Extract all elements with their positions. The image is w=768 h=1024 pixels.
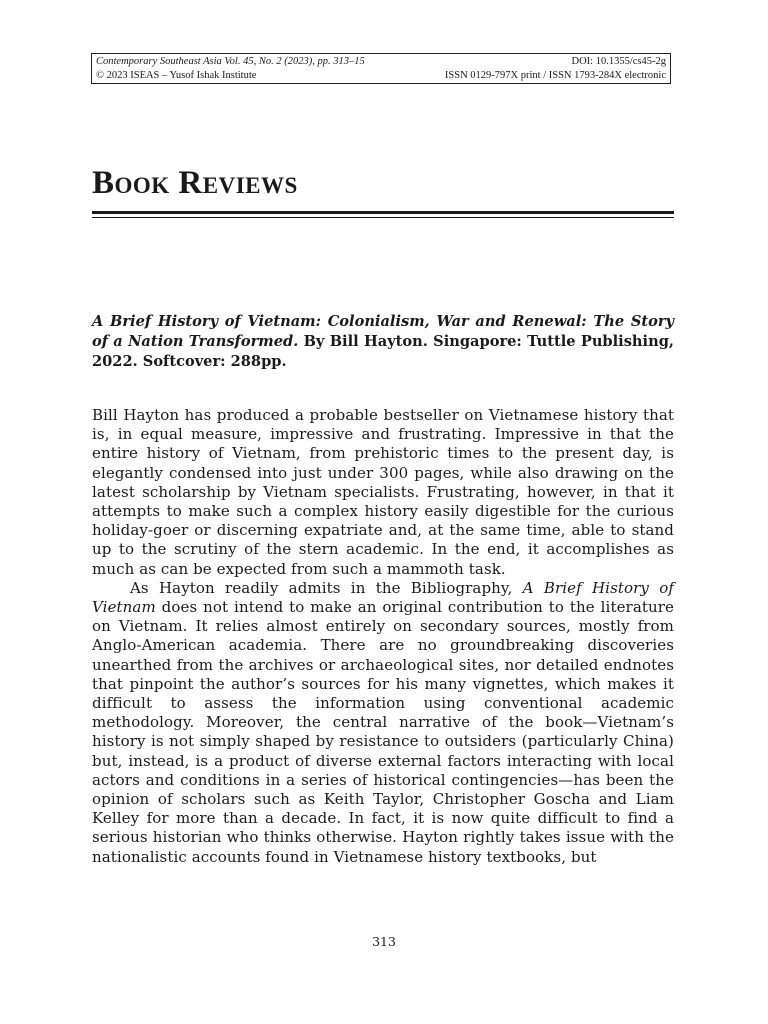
journal-info: Contemporary Southeast Asia Vol. 45, No. 2 (2023), pp. 313–15 [96, 56, 365, 67]
paragraph-1: Bill Hayton has produced a probable bestseller on Vietnamese history that is, in equal measure, impressive and frustrating. Impressive in that the entire history of Vietnam, from prehistoric times to the present day, is elegantly condensed into just under 300 pages, while also drawing on the latest scholarship by Vietnam specialists. Frustrating, however, in that it attempts to make such a complex history easily digestible for the curious holiday-goer or discerning expatriate and, at the same time, able to stand up to the scrutiny of the stern academic. In the end, it accomplishes as much as can be expected from such a mammoth task. [92, 406, 674, 578]
title-rule-thin [92, 217, 674, 218]
doi: DOI: 10.1355/cs45-2g [571, 56, 666, 67]
book-citation [92, 312, 674, 372]
copyright: © 2023 ISEAS – Yusof Ishak Institute [96, 70, 257, 81]
paragraph-2-start: As Hayton readily admits in the Bibliography, [130, 578, 523, 597]
header-row-top [96, 55, 666, 69]
paragraph-2-rest: does not intend to make an original contribution to the literature on Vietnam. It relies almost entirely on secondary sources, mostly from Anglo-American academia. There are no groundbreaking discoveries unearthed from the archives or archaeological sites, nor detailed endnotes that pinpoint the author’s sources for his many vignettes, which makes it difficult to assess the information using conventional academic methodology. Moreover, the central narrative of the book—Vietnam’s history is not simply shaped by resistance to outsiders (particularly China) but, instead, is a product of diverse external factors interacting with local actors and conditions in a series of historical contingencies—has been the opinion of scholars such as Keith Taylor, Christopher Goscha and Liam Kelley for more than a decade. In fact, it is now quite difficult to find a serious historian who thinks otherwise. Hayton rightly takes issue with the nationalistic accounts found in Vietnamese history textbooks, but [92, 598, 674, 866]
book-details: By Bill Hayton. Singapore: Tuttle Publishing, 2022. Softcover: 288pp. [92, 333, 674, 370]
book-title: A Brief History of Vietnam: Colonialism, War and Renewal: The Story of a Nation Transformed. [92, 313, 674, 350]
paragraph-2 [92, 579, 674, 867]
issn: ISSN 0129-797X print / ISSN 1793-284X electronic [444, 70, 666, 81]
page-number: 313 [372, 934, 396, 949]
section-title: Book Reviews [92, 165, 298, 201]
review-body [92, 406, 674, 867]
title-rule-thick [92, 211, 674, 214]
paragraph-2-book-title: A Brief History of Vietnam [92, 578, 674, 617]
journal-header [91, 53, 671, 84]
header-row-bottom [96, 69, 666, 83]
